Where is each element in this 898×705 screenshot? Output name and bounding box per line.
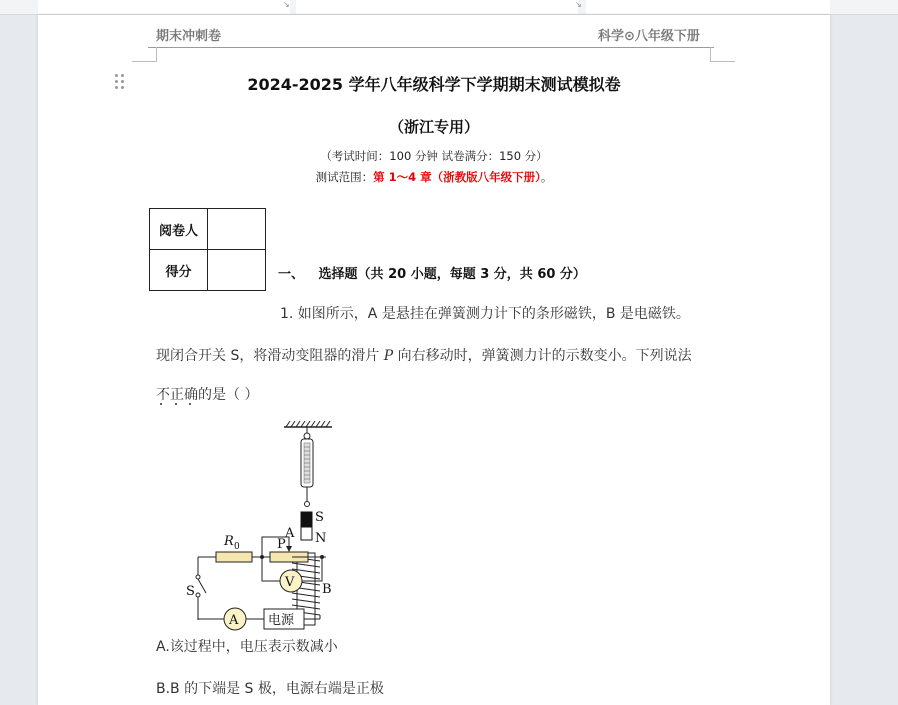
document-subtitle: （浙江专用） [388,118,479,136]
magnet-name-label: A [285,526,295,541]
scope-suffix: 。 [540,170,553,184]
indent-marker-icon[interactable]: ↘ [575,0,582,9]
magnet-top-label: S [315,510,324,525]
header-right: 科学⊙八年级下册 [598,29,700,44]
scope-value: 第 1～4 章（浙教版八年级下册） [373,170,541,184]
ruler-bar [0,0,898,15]
score-label: 得分 [150,250,208,291]
margin-corner-left [132,47,157,62]
reviewer-label: 阅卷人 [150,209,208,250]
resistor-sub-label: 0 [234,542,240,552]
emphasis-dot [189,403,191,405]
question-line-1: 1. 如图所示，A 是悬挂在弹簧测力计下的条形磁铁，B 是电磁铁。 [280,306,690,322]
margin-corner-right [710,47,735,62]
indent-marker-icon[interactable]: ↘ [283,0,290,9]
power-label: 电源 [268,613,295,628]
electromagnet-label: B [322,582,332,597]
score-cell[interactable] [208,250,266,291]
magnet-bottom-label: N [315,531,327,546]
ammeter-label: A [229,613,239,628]
exam-scope [38,169,830,185]
document-page [38,15,830,705]
question-variable-p: P [383,348,394,364]
header-left: 期末冲刺卷 [156,29,222,44]
header-rule [148,47,714,48]
reviewer-cell[interactable] [208,209,266,250]
switch-label: S [186,584,195,599]
resistor-label: R [224,534,234,549]
voltmeter-label: V [285,575,295,590]
section-title: 选择题（共 20 小题，每题 3 分，共 60 分） [318,267,586,282]
circuit-figure [146,415,386,628]
emphasis-dot [175,403,177,405]
section-number: 一、 [278,267,305,282]
option-b: B.B 的下端是 S 极，电源右端是正极 [156,681,384,697]
grade-table [149,208,266,291]
question-line-2-pre: 现闭合开关 S，将滑动变阻器的滑片 [156,348,384,364]
question-line-2-post: 向右移动时，弹簧测力计的示数变小。下列说法 [393,348,692,364]
document-title: 2024-2025 学年八年级科学下学期期末测试模拟卷 [247,75,621,94]
question-line-3: 不正确的是（ ） [156,387,259,403]
option-a: A.该过程中，电压表示数减小 [156,639,338,655]
slider-label: P [277,537,286,552]
question-line-2 [156,345,692,365]
scope-prefix: 测试范围： [315,170,374,184]
emphasis-dot [160,403,162,405]
section-heading [278,263,586,282]
resistor-r0 [216,552,252,562]
exam-info: （考试时间：100 分钟 试卷满分：150 分） [320,149,548,163]
